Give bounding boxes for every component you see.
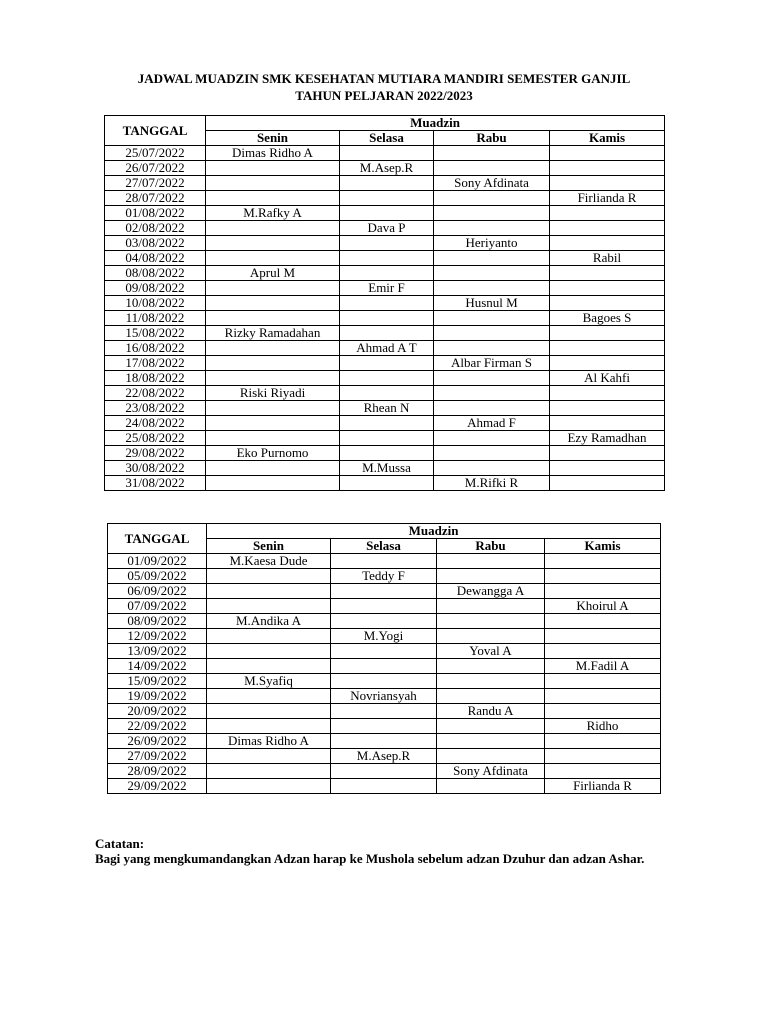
senin-cell [206,356,340,371]
kamis-cell [550,176,665,191]
selasa-cell [340,146,434,161]
date-cell: 26/09/2022 [108,734,207,749]
rabu-cell: Sony Afdinata [434,176,550,191]
kamis-cell [545,704,661,719]
rabu-cell [434,221,550,236]
table-row [105,356,665,371]
selasa-cell [331,584,437,599]
kamis-cell [550,401,665,416]
table-row [105,146,665,161]
header-tanggal: TANGGAL [108,524,207,554]
date-cell: 13/09/2022 [108,644,207,659]
rabu-cell [437,614,545,629]
rabu-cell: Albar Firman S [434,356,550,371]
date-cell: 23/08/2022 [105,401,206,416]
kamis-cell [550,161,665,176]
date-cell: 08/09/2022 [108,614,207,629]
senin-cell: M.Syafiq [207,674,331,689]
senin-cell [206,461,340,476]
date-cell: 14/09/2022 [108,659,207,674]
kamis-cell [550,341,665,356]
senin-cell [206,281,340,296]
table-row [105,446,665,461]
kamis-cell [550,461,665,476]
table-row [105,251,665,266]
date-cell: 09/08/2022 [105,281,206,296]
date-cell: 18/08/2022 [105,371,206,386]
table-row [105,461,665,476]
selasa-cell [331,719,437,734]
senin-cell [206,251,340,266]
table-row [108,599,661,614]
senin-cell [206,296,340,311]
senin-cell [207,599,331,614]
kamis-cell [550,296,665,311]
senin-cell [206,416,340,431]
table-row [105,401,665,416]
date-cell: 11/08/2022 [105,311,206,326]
rabu-cell [434,431,550,446]
date-cell: 24/08/2022 [105,416,206,431]
selasa-cell [340,311,434,326]
kamis-cell: Rabil [550,251,665,266]
selasa-cell [340,251,434,266]
date-cell: 25/07/2022 [105,146,206,161]
rabu-cell: Randu A [437,704,545,719]
rabu-cell [434,341,550,356]
rabu-cell [434,281,550,296]
senin-cell [206,401,340,416]
table-row [108,629,661,644]
date-cell: 01/08/2022 [105,206,206,221]
rabu-cell [434,371,550,386]
date-cell: 05/09/2022 [108,569,207,584]
table-row [105,311,665,326]
rabu-cell [437,569,545,584]
kamis-cell [550,386,665,401]
date-cell: 02/08/2022 [105,221,206,236]
rabu-cell: Heriyanto [434,236,550,251]
header-selasa: Selasa [331,539,437,554]
selasa-cell [331,554,437,569]
selasa-cell [340,371,434,386]
document-title [0,70,768,104]
header-senin: Senin [206,131,340,146]
rabu-cell [437,689,545,704]
kamis-cell: Firlianda R [550,191,665,206]
senin-cell [207,719,331,734]
selasa-cell [340,266,434,281]
header-muadzin: Muadzin [206,116,665,131]
rabu-cell [434,161,550,176]
header-selasa: Selasa [340,131,434,146]
selasa-cell [331,614,437,629]
rabu-cell [434,326,550,341]
selasa-cell [331,644,437,659]
selasa-cell: Emir F [340,281,434,296]
kamis-cell [545,734,661,749]
date-cell: 25/08/2022 [105,431,206,446]
selasa-cell: M.Asep.R [340,161,434,176]
senin-cell [206,221,340,236]
rabu-cell: Dewangga A [437,584,545,599]
title-line-1: JADWAL MUADZIN SMK KESEHATAN MUTIARA MANDIRI SEMESTER GANJIL [137,71,631,86]
senin-cell [206,236,340,251]
senin-cell: Dimas Ridho A [206,146,340,161]
kamis-cell: Bagoes S [550,311,665,326]
rabu-cell: Yoval A [437,644,545,659]
date-cell: 22/09/2022 [108,719,207,734]
header-tanggal: TANGGAL [105,116,206,146]
kamis-cell [545,689,661,704]
kamis-cell [545,674,661,689]
selasa-cell [340,296,434,311]
table-row [105,296,665,311]
table-row [105,206,665,221]
table-row [108,719,661,734]
selasa-cell [340,236,434,251]
selasa-cell [340,431,434,446]
senin-cell: Aprul M [206,266,340,281]
selasa-cell: Rhean N [340,401,434,416]
table-row [108,779,661,794]
senin-cell: M.Kaesa Dude [207,554,331,569]
rabu-cell [434,146,550,161]
senin-cell: Rizky Ramadahan [206,326,340,341]
senin-cell: M.Rafky A [206,206,340,221]
header-muadzin: Muadzin [207,524,661,539]
table-row [105,221,665,236]
date-cell: 15/09/2022 [108,674,207,689]
header-kamis: Kamis [545,539,661,554]
kamis-cell: Firlianda R [545,779,661,794]
senin-cell: Dimas Ridho A [207,734,331,749]
rabu-cell [434,401,550,416]
kamis-cell: Al Kahfi [550,371,665,386]
date-cell: 08/08/2022 [105,266,206,281]
kamis-cell [550,266,665,281]
senin-cell [207,569,331,584]
rabu-cell [437,629,545,644]
rabu-cell [434,266,550,281]
senin-cell [206,431,340,446]
table-row [108,554,661,569]
selasa-cell: M.Mussa [340,461,434,476]
senin-cell [206,341,340,356]
selasa-cell [331,764,437,779]
selasa-cell [340,326,434,341]
kamis-cell [545,749,661,764]
notes-heading: Catatan: [95,836,145,851]
kamis-cell [550,416,665,431]
senin-cell [207,659,331,674]
rabu-cell [434,251,550,266]
date-cell: 30/08/2022 [105,461,206,476]
senin-cell [207,764,331,779]
selasa-cell [331,659,437,674]
rabu-cell: M.Rifki R [434,476,550,491]
kamis-cell [545,554,661,569]
date-cell: 29/09/2022 [108,779,207,794]
date-cell: 28/09/2022 [108,764,207,779]
kamis-cell [550,356,665,371]
kamis-cell [545,764,661,779]
senin-cell [207,779,331,794]
senin-cell [207,704,331,719]
senin-cell [207,644,331,659]
table-row [105,371,665,386]
table-row [105,431,665,446]
rabu-cell [437,734,545,749]
selasa-cell: Novriansyah [331,689,437,704]
kamis-cell [550,476,665,491]
table-row [105,176,665,191]
rabu-cell [434,446,550,461]
senin-cell [206,161,340,176]
table-row [108,749,661,764]
senin-cell: Eko Purnomo [206,446,340,461]
date-cell: 01/09/2022 [108,554,207,569]
kamis-cell [550,446,665,461]
selasa-cell: M.Yogi [331,629,437,644]
kamis-cell [550,326,665,341]
senin-cell [206,311,340,326]
table-row [108,659,661,674]
title-line-2: TAHUN PELJARAN 2022/2023 [295,88,473,103]
rabu-cell [434,386,550,401]
kamis-cell: Ezy Ramadhan [550,431,665,446]
rabu-cell [437,719,545,734]
kamis-cell [545,614,661,629]
table-row [105,191,665,206]
selasa-cell: Dava P [340,221,434,236]
date-cell: 29/08/2022 [105,446,206,461]
table-row [105,386,665,401]
table-row [105,416,665,431]
date-cell: 12/09/2022 [108,629,207,644]
date-cell: 17/08/2022 [105,356,206,371]
rabu-cell [434,191,550,206]
senin-cell [206,476,340,491]
date-cell: 15/08/2022 [105,326,206,341]
rabu-cell [437,779,545,794]
selasa-cell [340,176,434,191]
selasa-cell [340,476,434,491]
selasa-cell [340,446,434,461]
date-cell: 20/09/2022 [108,704,207,719]
rabu-cell [437,599,545,614]
table-row [108,689,661,704]
senin-cell [206,176,340,191]
date-cell: 31/08/2022 [105,476,206,491]
selasa-cell [340,386,434,401]
selasa-cell [340,206,434,221]
date-cell: 04/08/2022 [105,251,206,266]
rabu-cell [437,749,545,764]
table-row [108,569,661,584]
rabu-cell [437,674,545,689]
senin-cell [207,629,331,644]
date-cell: 27/07/2022 [105,176,206,191]
table-row [108,764,661,779]
table-row [105,476,665,491]
rabu-cell: Husnul M [434,296,550,311]
kamis-cell [550,146,665,161]
header-kamis: Kamis [550,131,665,146]
selasa-cell [331,704,437,719]
notes-section [95,836,715,866]
schedule-table-september [107,523,661,794]
rabu-cell [437,659,545,674]
kamis-cell: Khoirul A [545,599,661,614]
date-cell: 22/08/2022 [105,386,206,401]
kamis-cell [550,221,665,236]
senin-cell [207,749,331,764]
table-row [105,266,665,281]
table-row [105,341,665,356]
kamis-cell [545,569,661,584]
senin-cell: Riski Riyadi [206,386,340,401]
table-row [105,161,665,176]
rabu-cell: Sony Afdinata [437,764,545,779]
kamis-cell [545,584,661,599]
date-cell: 28/07/2022 [105,191,206,206]
kamis-cell [550,281,665,296]
table-row [108,734,661,749]
table-row [105,326,665,341]
selasa-cell [331,779,437,794]
table-row [108,584,661,599]
table-row [105,281,665,296]
selasa-cell [331,734,437,749]
rabu-cell [434,461,550,476]
schedule-table-july-august [104,115,665,491]
selasa-cell: M.Asep.R [331,749,437,764]
rabu-cell [434,206,550,221]
date-cell: 07/09/2022 [108,599,207,614]
kamis-cell [550,206,665,221]
date-cell: 26/07/2022 [105,161,206,176]
date-cell: 27/09/2022 [108,749,207,764]
kamis-cell [545,644,661,659]
header-senin: Senin [207,539,331,554]
kamis-cell [550,236,665,251]
selasa-cell: Ahmad A T [340,341,434,356]
table-row [105,236,665,251]
date-cell: 19/09/2022 [108,689,207,704]
selasa-cell [340,191,434,206]
selasa-cell [340,356,434,371]
header-rabu: Rabu [437,539,545,554]
header-rabu: Rabu [434,131,550,146]
date-cell: 03/08/2022 [105,236,206,251]
notes-body: Bagi yang mengkumandangkan Adzan harap ke Mushola sebelum adzan Dzuhur dan adzan Ashar. [95,851,645,866]
senin-cell [206,191,340,206]
date-cell: 06/09/2022 [108,584,207,599]
table-row [108,704,661,719]
selasa-cell [331,599,437,614]
senin-cell [207,584,331,599]
table-row [108,674,661,689]
senin-cell: M.Andika A [207,614,331,629]
table-row [108,644,661,659]
senin-cell [207,689,331,704]
kamis-cell: Ridho [545,719,661,734]
kamis-cell: M.Fadil A [545,659,661,674]
selasa-cell [340,416,434,431]
table-row [108,614,661,629]
rabu-cell [434,311,550,326]
kamis-cell [545,629,661,644]
rabu-cell: Ahmad F [434,416,550,431]
selasa-cell: Teddy F [331,569,437,584]
selasa-cell [331,674,437,689]
senin-cell [206,371,340,386]
date-cell: 10/08/2022 [105,296,206,311]
rabu-cell [437,554,545,569]
date-cell: 16/08/2022 [105,341,206,356]
